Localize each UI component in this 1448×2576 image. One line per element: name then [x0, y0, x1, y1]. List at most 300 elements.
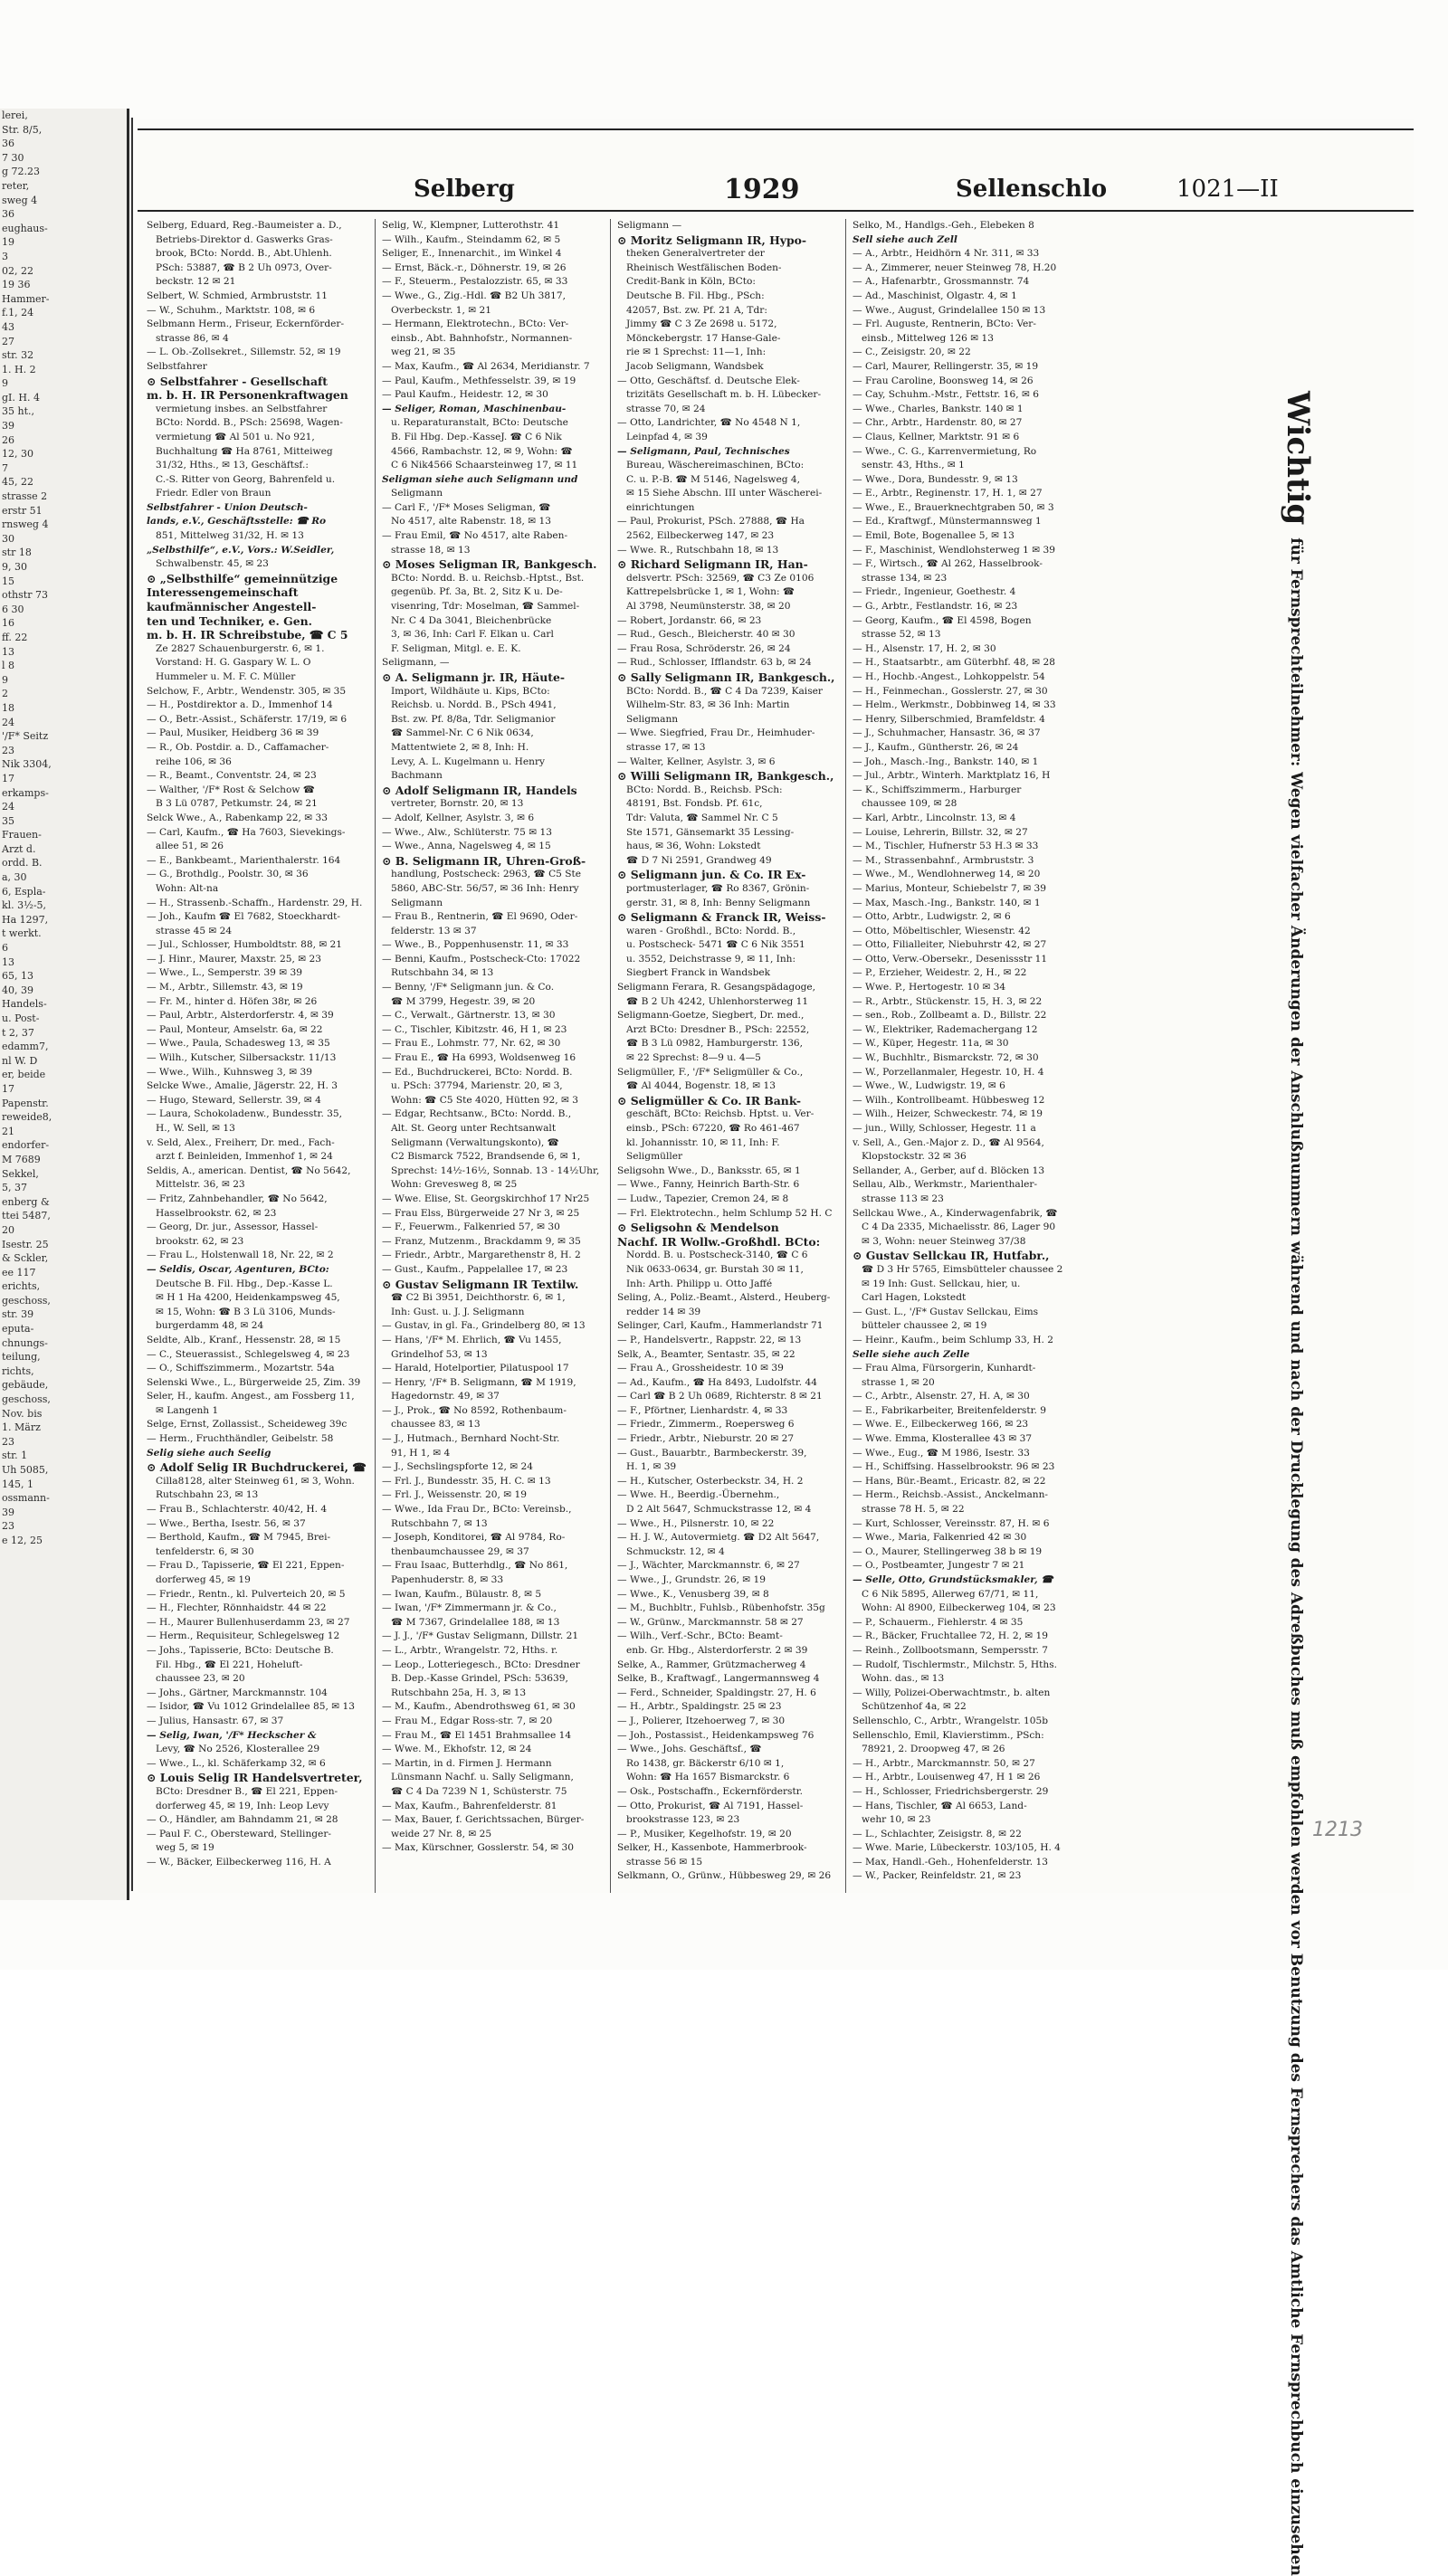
directory-entry-line: Schmuckstr. 12, ✉ 4: [626, 1545, 725, 1557]
directory-entry-line: — Frl. J., Bundesstr. 35, H. C. ✉ 13: [382, 1475, 551, 1487]
directory-entry-line: ⊙ Richard Seligmann IR, Han-: [617, 557, 808, 572]
header-year: 1929: [724, 174, 800, 205]
directory-entry-line: — Paul, Kaufm., Methfesselstr. 39, ✉ 19: [382, 375, 576, 386]
directory-entry-line: — Paul F. C., Obersteward, Stellinger-: [147, 1828, 331, 1839]
directory-entry-line: — Iwan, '/F* Zimmermann jr. & Co.,: [382, 1602, 557, 1614]
directory-entry-line: 5860, ABC-Str. 56/57, ✉ 36 Inh: Henry: [391, 882, 579, 894]
column-1: [147, 219, 371, 1893]
directory-entry-line: strasse 1, ✉ 20: [862, 1376, 935, 1388]
directory-entry-line: H., W. Sell, ✉ 13: [156, 1123, 235, 1134]
left-page-fragment: 6 30: [2, 603, 24, 615]
directory-entry-line: Rutschbahn 23, ✉ 13: [156, 1489, 259, 1501]
left-page-fragment: 43: [2, 320, 14, 333]
directory-entry-line: — Wwe. Marie, Lübeckerstr. 103/105, H. 4: [853, 1842, 1061, 1854]
notice-text: für Fernsprechteilnehmer: Wegen vielfacher Änderungen der Anschlußnummern während und nach der Drucklegung des Adreßbuches muß empfohlen werden vor Benutzung des Fernsprechers das Amtliche Fernsprechbuch einzusehen: [1287, 537, 1305, 2576]
directory-entry-line: — Otto, Verw.-Obersekr., Desenissstr 11: [853, 953, 1048, 965]
directory-entry-line: Seler, H., kaufm. Angest., am Fossberg 11,: [147, 1391, 355, 1402]
left-page-fragment: 30: [2, 532, 14, 545]
directory-entry-line: — Louise, Lehrerin, Billstr. 32, ✉ 27: [853, 826, 1028, 838]
directory-entry-line: strasse 86, ✉ 4: [156, 332, 229, 344]
directory-entry-line: einrichtungen: [626, 501, 695, 513]
left-page-fragment: str. 1: [2, 1450, 28, 1462]
directory-entry-line: Selbmann Herm., Friseur, Eckernförder-: [147, 318, 345, 330]
directory-entry-line: weide 27 Nr. 8, ✉ 25: [391, 1828, 492, 1839]
directory-entry-line: strasse 17, ✉ 13: [626, 741, 706, 753]
directory-entry-line: v. Seld, Alex., Freiherr, Dr. med., Fach-: [147, 1136, 335, 1148]
directory-entry-line: — Wwe., C. G., Karrenvermietung, Ro: [853, 445, 1037, 457]
directory-entry-line: 31/32, Hths., ✉ 13, Geschäftsf.:: [156, 460, 309, 471]
directory-entry-line: einsb., PSch: 67220, ☎ Ro 461-467: [626, 1123, 800, 1134]
left-page-fragment: 12, 30: [2, 448, 33, 461]
directory-entry-line: Seldte, Alb., Kranf., Hessenstr. 28, ✉ 15: [147, 1334, 341, 1345]
directory-entry-line: Inh: Gust. u. J. J. Seligmann: [391, 1306, 525, 1317]
directory-entry-line: rie ✉ 1 Sprechst: 11—1, Inh:: [626, 347, 767, 358]
directory-entry-line: brookstr. 62, ✉ 23: [156, 1235, 244, 1247]
directory-entry-line: ✉ Langenh 1: [156, 1404, 219, 1416]
header-page-number: 1021—II: [1176, 176, 1279, 203]
directory-entry-line: — Wwe., Ida Frau Dr., BCto: Vereinsb.,: [382, 1504, 572, 1516]
left-page-fragment: 9, 30: [2, 561, 27, 573]
directory-entry-line: — P., Handelsvertr., Rappstr. 22, ✉ 13: [617, 1334, 802, 1345]
directory-entry-line: — Otto, Filialleiter, Niebuhrstr 42, ✉ 27: [853, 939, 1047, 951]
directory-entry-line: F. Seligman, Mitgl. e. E. K.: [391, 642, 521, 654]
left-page-fragment: 20: [2, 1223, 14, 1236]
directory-entry-line: Selig siehe auch Seelig: [147, 1447, 272, 1459]
directory-entry-line: visenring, Tdr: Moselman, ☎ Sammel-: [391, 601, 580, 613]
directory-entry-line: chaussee 109, ✉ 28: [862, 798, 957, 810]
directory-entry-line: — Ad., Maschinist, Olgastr. 4, ✉ 1: [853, 290, 1017, 301]
left-page-fragment: t werkt.: [2, 927, 42, 940]
directory-page: [138, 119, 1414, 2576]
left-page-fragment: 16: [2, 617, 14, 630]
column-divider: [845, 219, 846, 1893]
directory-entry-line: Seligmann (Verwaltungskonto), ☎: [391, 1136, 559, 1148]
directory-entry-line: — Wwe., H., Pilsnerstr. 10, ✉ 22: [617, 1517, 775, 1529]
left-page-fragment: Ha 1297,: [2, 913, 49, 926]
left-page-fragment: erstr 51: [2, 504, 43, 517]
directory-entry-line: — Paul, Musiker, Heidberg 36 ✉ 39: [147, 727, 319, 739]
directory-entry-line: — Emil, Bote, Bogenallee 5, ✉ 13: [853, 530, 1015, 542]
directory-entry-line: trizitäts Gesellschaft m. b. H. Lübecker-: [626, 389, 822, 401]
directory-entry-line: — Frau Emil, ☎ No 4517, alte Raben-: [382, 530, 568, 542]
directory-entry-line: — Hermann, Elektrotechn., BCto: Ver-: [382, 318, 569, 330]
directory-entry-line: — Edgar, Rechtsanw., BCto: Nordd. B.,: [382, 1108, 572, 1120]
column-divider: [375, 219, 376, 1893]
directory-entry-line: — Adolf, Kellner, Asylstr. 3, ✉ 6: [382, 812, 535, 823]
directory-entry-line: Arzt BCto: Dresdner B., PSch: 22552,: [626, 1023, 810, 1035]
directory-entry-line: Ze 2827 Schauenburgerstr. 6, ✉ 1.: [156, 642, 325, 654]
directory-entry-line: — Carl, Maurer, Rellingerstr. 35, ✉ 19: [853, 360, 1039, 372]
directory-entry-line: wehr 10, ✉ 23: [862, 1814, 931, 1826]
directory-entry-line: Nachf. IR Wollw.-Großhdl. BCto:: [617, 1234, 821, 1249]
directory-entry-line: — Franz, Mutzenm., Brackdamm 9, ✉ 35: [382, 1235, 581, 1247]
directory-entry-line: ⊙ Selbstfahrer - Gesellschaft: [147, 374, 329, 388]
directory-entry-line: felderstr. 13 ✉ 37: [391, 925, 477, 936]
directory-entry-line: Selck Wwe., A., Rabenkamp 22, ✉ 33: [147, 812, 328, 823]
column-3: [617, 219, 842, 1893]
directory-entry-line: Reichsb. u. Nordd. B., PSch 4941,: [391, 699, 557, 711]
left-page-fragment: geschoss,: [2, 1393, 51, 1406]
left-page-fragment: 17: [2, 1082, 14, 1095]
left-page-fragment: richts,: [2, 1364, 34, 1377]
directory-entry-line: — H., Hochb.-Angest., Lohkoppelstr. 54: [853, 671, 1045, 682]
directory-entry-line: — Wwe., M., Wendlohnerweg 14, ✉ 20: [853, 869, 1041, 880]
left-page-fragment: & Sckler,: [2, 1252, 49, 1265]
directory-entry-line: — Frau L., Holstenwall 18, Nr. 22, ✉ 2: [147, 1250, 334, 1261]
directory-entry-line: ☎ B 3 Lü 0982, Hamburgerstr. 136,: [626, 1038, 804, 1050]
directory-entry-line: — Max, Masch.-Ing., Bankstr. 140, ✉ 1: [853, 897, 1041, 908]
directory-entry-line: — H., Arbtr., Marckmannstr. 50, ✉ 27: [853, 1757, 1035, 1769]
directory-entry-line: Leinpfad 4, ✉ 39: [626, 431, 708, 442]
directory-entry-line: Selge, Ernst, Zollassist., Scheideweg 39c: [147, 1419, 348, 1431]
directory-entry-line: thenbaumchaussee 29, ✉ 37: [391, 1545, 529, 1557]
directory-entry-line: — Johs., Gärtner, Marckmannstr. 104: [147, 1687, 328, 1698]
directory-entry-line: — Wwe., K., Venusberg 39, ✉ 8: [617, 1588, 769, 1600]
left-page-fragment: M 7689: [2, 1153, 41, 1165]
left-page-fragment: nl W. D: [2, 1054, 38, 1067]
directory-entry-line: — H., Arbtr., Louisenweg 47, H 1 ✉ 26: [853, 1772, 1041, 1783]
directory-entry-line: Nik 0633-0634, gr. Burstah 30 ✉ 11,: [626, 1263, 804, 1275]
directory-entry-line: Ro 1438, gr. Bäckerstr 6/10 ✉ 1,: [626, 1757, 785, 1769]
directory-entry-line: enb. Gr. Hbg., Alsterdorferstr. 2 ✉ 39: [626, 1644, 808, 1656]
directory-entry-line: — M., Strassenbahnf., Armbruststr. 3: [853, 854, 1034, 866]
left-page-fragment: Uh 5085,: [2, 1464, 49, 1476]
directory-entry-line: — Frau Alma, Fürsorgerin, Kunhardt-: [853, 1363, 1036, 1374]
directory-entry-line: Deutsche B. Fil. Hbg., PSch:: [626, 290, 765, 301]
directory-entry-line: — C., Tischler, Kibitzstr. 46, H 1, ✉ 23: [382, 1023, 567, 1035]
left-page-fragment: e 12, 25: [2, 1534, 43, 1546]
directory-entry-line: Wilhelm-Str. 83, ✉ 36 Inh: Martin: [626, 699, 790, 711]
directory-entry-line: — Walther, '/F* Rost & Selchow ☎: [147, 784, 316, 795]
directory-entry-line: — Ed., Kraftwgf., Münstermannsweg 1: [853, 516, 1042, 528]
directory-entry-line: ⊙ A. Seligmann jr. IR, Häute-: [382, 670, 566, 684]
directory-entry-line: ten und Techniker, e. Gen.: [147, 613, 312, 628]
directory-entry-line: Seligmann-Goetze, Siegbert, Dr. med.,: [617, 1010, 805, 1022]
directory-entry-line: — Wwe., Wilh., Kuhnsweg 3, ✉ 39: [147, 1066, 312, 1078]
directory-entry-line: delsvertr. PSch: 32569, ☎ C3 Ze 0106: [626, 572, 814, 584]
directory-entry-line: BCto: Nordd. B., PSch: 25698, Wagen-: [156, 417, 343, 429]
directory-entry-line: — Friedr., Arbtr., Nieburstr. 20 ✉ 27: [617, 1433, 795, 1445]
directory-entry-line: Seling, A., Poliz.-Beamt., Alsterd., Heuberg-: [617, 1292, 831, 1304]
left-page-fragment: Hammer-: [2, 292, 50, 305]
directory-entry-line: — J., Kaufm., Güntherstr. 26, ✉ 24: [853, 741, 1019, 753]
directory-entry-line: ⊙ Sally Seligmann IR, Bankgesch.,: [617, 670, 835, 684]
directory-entry-line: Kattrepelsbrücke 1, ✉ 1, Wohn: ☎: [626, 586, 795, 598]
directory-entry-line: — Frau M., ☎ El 1451 Brahmsallee 14: [382, 1729, 572, 1741]
directory-entry-line: BCto: Nordd. B., ☎ C 4 Da 7239, Kaiser: [626, 685, 823, 697]
left-page-fragment: 1. März: [2, 1421, 41, 1434]
directory-entry-line: — Ad., Kaufm., ☎ Ha 8493, Ludolfstr. 44: [617, 1376, 817, 1388]
directory-entry-line: — Wwe., Alw., Schlüterstr. 75 ✉ 13: [382, 826, 552, 838]
directory-entry-line: — J., Wächter, Marckmannstr. 6, ✉ 27: [617, 1560, 800, 1572]
directory-entry-line: Credit-Bank in Köln, BCto:: [626, 276, 756, 288]
directory-entry-line: — F., Steuerm., Pestalozzistr. 65, ✉ 33: [382, 276, 568, 288]
directory-entry-line: — Benni, Kaufm., Postscheck-Cto: 17022: [382, 953, 581, 965]
directory-entry-line: Hummeler u. M. F. C. Müller: [156, 671, 296, 682]
left-page-fragment: 23: [2, 1520, 14, 1533]
directory-entry-line: — Gust., Bauarbtr., Barmbeckerstr. 39,: [617, 1447, 807, 1459]
directory-entry-line: strasse 70, ✉ 24: [626, 403, 706, 414]
directory-entry-line: — G., Brothdlg., Poolstr. 30, ✉ 36: [147, 869, 309, 880]
directory-entry-line: — M., Tischler, Hufnerstr 53 H.3 ✉ 33: [853, 841, 1039, 852]
directory-entry-line: Tdr: Valuta, ☎ Sammel Nr. C 5: [626, 812, 778, 823]
directory-entry-line: — A., Hafenarbtr., Grossmannstr. 74: [853, 276, 1030, 288]
left-page-fragment: 9: [2, 673, 8, 686]
left-page-fragment: 35: [2, 814, 14, 827]
left-page-fragment: 15: [2, 575, 14, 587]
directory-entry-line: 2562, Eilbeckerweg 147, ✉ 23: [626, 530, 775, 542]
directory-entry-line: Bachmann: [391, 770, 443, 782]
left-page-fragment: Isestr. 25: [2, 1238, 49, 1250]
column-4: [853, 219, 1151, 1893]
directory-entry-line: — O., Schiffszimmerm., Mozartstr. 54a: [147, 1363, 335, 1374]
directory-entry-line: — Henry, '/F* B. Seligmann, ☎ M 1919,: [382, 1376, 576, 1388]
directory-entry-line: bütteler chaussee 2, ✉ 19: [862, 1320, 987, 1332]
directory-entry-line: — Cay, Schuhm.-Mstr., Fettstr. 16, ✉ 6: [853, 389, 1039, 401]
directory-entry-line: u. Postscheck- 5471 ☎ C 6 Nik 3551: [626, 939, 805, 951]
directory-entry-line: — Paul, Prokurist, PSch. 27888, ☎ Ha: [617, 516, 805, 528]
directory-entry-line: geschäft, BCto: Reichsb. Hptst. u. Ver-: [626, 1108, 814, 1120]
directory-entry-line: ✉ 3, Wohn: neuer Steinweg 37/38: [862, 1235, 1026, 1247]
directory-entry-line: Deutsche B. Fil. Hbg., Dep.-Kasse L.: [156, 1278, 333, 1289]
directory-entry-line: Cilla8128, alter Steinweg 61, ✉ 3, Wohn.: [156, 1475, 355, 1487]
directory-entry-line: — Wwe. P., Hertogestr. 10 ✉ 34: [853, 982, 1006, 993]
directory-entry-line: — O., Maurer, Stellingerweg 38 b ✉ 19: [853, 1545, 1043, 1557]
left-page-fragment: '/F* Seitz: [2, 730, 49, 743]
directory-entry-line: Wohn. das., ✉ 13: [862, 1673, 945, 1685]
directory-entry-line: — Martin, in d. Firmen J. Hermann: [382, 1757, 552, 1769]
directory-entry-line: — Otto, Möbeltischler, Wiesenstr. 42: [853, 925, 1031, 936]
directory-entry-line: — Walter, Kellner, Asylstr. 3, ✉ 6: [617, 756, 776, 767]
directory-entry-line: — Karl, Arbtr., Lincolnstr. 13, ✉ 4: [853, 812, 1016, 823]
directory-entry-line: kl. Johannisstr. 10, ✉ 11, Inh: F.: [626, 1136, 780, 1148]
left-page-fragment: l 8: [2, 660, 15, 672]
directory-entry-line: C. u. P.-B. ☎ M 5146, Nagelsweg 4,: [626, 473, 800, 485]
directory-entry-line: Rheinisch Westfälischen Boden-: [626, 261, 782, 273]
left-page-fragment: kl. 3½-5,: [2, 899, 47, 912]
directory-entry-line: vermietung insbes. an Selbstfahrer: [156, 403, 328, 414]
left-page-fragment: a, 30: [2, 871, 27, 884]
directory-entry-line: — P., Schauerm., Fiehlerstr. 4 ✉ 35: [853, 1616, 1024, 1628]
left-page-fragment: 21: [2, 1125, 14, 1137]
directory-entry-line: strasse 45 ✉ 24: [156, 925, 233, 936]
directory-entry-line: — Hans, Bür.-Beamt., Ericastr. 82, ✉ 22: [853, 1475, 1046, 1487]
directory-entry-line: — Friedr., Zimmerm., Roepersweg 6: [617, 1419, 795, 1431]
directory-entry-line: — Henry, Silberschmied, Bramfeldstr. 4: [853, 713, 1045, 725]
column-2: [382, 219, 606, 1893]
directory-entry-line: ☎ Sammel-Nr. C 6 Nik 0634,: [391, 727, 534, 739]
directory-entry-line: — J., Schuhmacher, Hansastr. 36, ✉ 37: [853, 727, 1041, 739]
directory-entry-line: ⊙ Adolf Selig IR Buchdruckerei, ☎: [147, 1460, 367, 1475]
left-page-fragment: 39: [2, 420, 14, 433]
directory-entry-line: — Jul., Schlosser, Humboldtstr. 88, ✉ 21: [147, 939, 343, 951]
directory-entry-line: Sellenschlo, Emil, Klavierstimm., PSch:: [853, 1729, 1044, 1741]
directory-entry-line: Grindelhof 53, ✉ 13: [391, 1348, 488, 1360]
directory-entry-line: — Wwe., B., Poppenhusenstr. 11, ✉ 33: [382, 939, 569, 951]
left-page-fragment: 3: [2, 250, 8, 262]
directory-entry-line: — Max, Kaufm., ☎ Al 2634, Meridianstr. 7: [382, 360, 590, 372]
directory-entry-line: Levy, A. L. Kugelmann u. Henry: [391, 756, 546, 767]
directory-entry-line: — Wwe. Siegfried, Frau Dr., Heimhuder-: [617, 727, 815, 739]
directory-entry-line: — Wilh., Heizer, Schweckestr. 74, ✉ 19: [853, 1108, 1043, 1120]
left-page-fragment: 24: [2, 801, 14, 813]
directory-entry-line: — M., Arbtr., Sillemstr. 43, ✉ 19: [147, 982, 303, 993]
directory-entry-line: D 2 Alt 5647, Schmuckstrasse 12, ✉ 4: [626, 1504, 812, 1516]
left-page-fragment: 24: [2, 716, 14, 728]
directory-entry-line: — J., Prok., ☎ No 8592, Rothenbaum-: [382, 1404, 567, 1416]
directory-entry-line: portmusterlager, ☎ Ro 8367, Grönin-: [626, 882, 810, 894]
left-page-fragment: Str. 8/5,: [2, 123, 43, 136]
directory-entry-line: Selig, W., Klempner, Lutterothstr. 41: [382, 220, 560, 231]
directory-entry-line: brook, BCto: Nordd. B., Abt.Uhlenh.: [156, 248, 332, 260]
directory-entry-line: Selbstfahrer - Union Deutsch-: [147, 501, 308, 513]
left-page-fragment: 23: [2, 744, 14, 756]
left-page-fragment: eughaus-: [2, 222, 48, 234]
directory-entry-line: — P., Musiker, Kegelhofstr. 19, ✉ 20: [617, 1828, 792, 1839]
directory-entry-line: — Wwe., Paula, Schadesweg 13, ✉ 35: [147, 1038, 330, 1050]
directory-entry-line: — W., Buchhltr., Bismarckstr. 72, ✉ 30: [853, 1052, 1039, 1064]
directory-entry-line: „Selbsthilfe“, e.V., Vors.: W.Seidler,: [147, 544, 335, 556]
directory-entry-line: — Gustav, in gl. Fa., Grindelberg 80, ✉ 13: [382, 1320, 586, 1332]
directory-entry-line: — Osk., Postschaffn., Eckernförderstr.: [617, 1785, 804, 1797]
left-page-fragment: 36: [2, 138, 14, 150]
left-page-fragment: reter,: [2, 179, 30, 192]
directory-entry-line: gerstr. 31, ✉ 8, Inh: Benny Seligmann: [626, 897, 811, 908]
directory-entry-line: — W., Bäcker, Eilbeckerweg 116, H. A: [147, 1856, 331, 1868]
directory-entry-line: brookstrasse 123, ✉ 23: [626, 1814, 740, 1826]
directory-entry-line: Wohn: Grevesweg 8, ✉ 25: [391, 1179, 518, 1191]
directory-entry-line: tenfelderstr. 6, ✉ 30: [156, 1545, 254, 1557]
directory-entry-line: Selchow, F., Arbtr., Wendenstr. 305, ✉ 35: [147, 685, 347, 697]
directory-entry-line: — Harald, Hotelportier, Pilatuspool 17: [382, 1363, 569, 1374]
directory-entry-line: — Herm., Fruchthändler, Geibelstr. 58: [147, 1433, 334, 1445]
directory-entry-line: strasse 56 ✉ 15: [626, 1856, 703, 1868]
left-page-fragment: Nik 3304,: [2, 758, 52, 771]
left-page-fragment: 1. H. 2: [2, 363, 36, 375]
directory-entry-line: — W., Grünw., Marckmannstr. 58 ✉ 27: [617, 1616, 804, 1628]
left-page-fragment: geschoss,: [2, 1294, 51, 1307]
directory-entry-line: Selcke Wwe., Amalie, Jägerstr. 22, H. 3: [147, 1080, 338, 1092]
directory-entry-line: Selinger, Carl, Kaufm., Hammerlandstr 71: [617, 1320, 824, 1332]
directory-entry-line: ✉ 22 Sprechst: 8—9 u. 4—5: [626, 1052, 761, 1064]
directory-entry-line: — Berthold, Kaufm., ☎ M 7945, Brei-: [147, 1532, 331, 1544]
directory-entry-line: — F., Feuerwm., Falkenried 57, ✉ 30: [382, 1221, 560, 1233]
directory-entry-line: strasse 113 ✉ 23: [862, 1193, 944, 1204]
directory-entry-line: Hasselbrookstr. 62, ✉ 23: [156, 1207, 277, 1219]
directory-entry-line: — H. J. W., Autovermietg. ☎ D2 Alt 5647,: [617, 1532, 820, 1544]
directory-entry-line: 4566, Rambachstr. 12, ✉ 9, Wohn: ☎: [391, 445, 573, 457]
directory-entry-line: — Herm., Requisiteur, Schlegelsweg 12: [147, 1630, 340, 1642]
directory-entry-line: — Isidor, ☎ Vu 1012 Grindelallee 85, ✉ 13: [147, 1701, 355, 1713]
directory-entry-line: — Paul, Arbtr., Alsterdorferstr. 4, ✉ 39: [147, 1010, 334, 1022]
left-page-fragment: g 72.23: [2, 166, 41, 178]
directory-entry-line: 91, H 1, ✉ 4: [391, 1447, 451, 1459]
directory-entry-line: — Joh., Postassist., Heidenkampsweg 76: [617, 1729, 814, 1741]
header-last-name: Sellenschlo: [956, 176, 1108, 203]
directory-entry-line: — Max, Kaufm., Bahrenfelderstr. 81: [382, 1800, 557, 1811]
left-page-fragment: erkamps-: [2, 786, 49, 799]
directory-entry-line: ⊙ Adolf Seligmann IR, Handels: [382, 783, 577, 797]
directory-entry-line: Seligmüller, F., '/F* Seligmüller & Co.,: [617, 1066, 804, 1078]
directory-entry-line: C 4 Da 2335, Michaelisstr. 86, Lager 90: [862, 1221, 1056, 1233]
directory-entry-line: Klopstockstr. 32 ✉ 36: [862, 1151, 967, 1163]
directory-entry-line: waren - Großhdl., BCto: Nordd. B.,: [626, 925, 796, 936]
directory-entry-line: — Wwe., G., Zig.-Hdl. ☎ B2 Uh 3817,: [382, 290, 566, 301]
left-page-fragment: gI. H. 4: [2, 391, 40, 404]
directory-entry-line: — Frau A., Grossheidestr. 10 ✉ 39: [617, 1363, 784, 1374]
directory-entry-line: — Max, Handl.-Geh., Hohenfelderstr. 13: [853, 1856, 1049, 1868]
directory-entry-line: Wohn: Al 8900, Eilbeckerweg 104, ✉ 23: [862, 1602, 1056, 1614]
directory-entry-line: — Wwe. E., Eilbeckerweg 166, ✉ 23: [853, 1419, 1029, 1431]
left-page-fragment: 27: [2, 335, 14, 347]
directory-entry-line: Alt. St. Georg unter Rechtsanwalt: [391, 1123, 557, 1134]
directory-entry-line: Papenhuderstr. 8, ✉ 33: [391, 1574, 504, 1585]
left-page-fragment: 7 30: [2, 151, 24, 164]
directory-entry-line: Selke, A., Rammer, Grützmacherweg 4: [617, 1659, 806, 1670]
directory-entry-line: — M., Buchbltr., Fuhlsb., Rübenhofstr. 35g: [617, 1602, 825, 1614]
directory-entry-line: — Robert, Jordanstr. 66, ✉ 23: [617, 614, 762, 626]
directory-entry-line: — Otto, Landrichter, ☎ No 4548 N 1,: [617, 417, 801, 429]
directory-entry-line: u. Reparaturanstalt, BCto: Deutsche: [391, 417, 568, 429]
directory-entry-line: — P., Erzieher, Weidestr. 2, H., ✉ 22: [853, 967, 1027, 979]
directory-entry-line: — Frl. Auguste, Rentnerin, BCto: Ver-: [853, 318, 1036, 330]
directory-entry-line: Mittelstr. 36, ✉ 23: [156, 1179, 245, 1191]
directory-entry-line: ☎ M 3799, Hegestr. 39, ✉ 20: [391, 995, 536, 1007]
directory-entry-line: Overbeckstr. 1, ✉ 21: [391, 304, 491, 316]
directory-entry-line: Wohn: ☎ Ha 1657 Bismarckstr. 6: [626, 1772, 790, 1783]
directory-entry-line: — H., Postdirektor a. D., Immenhof 14: [147, 699, 333, 711]
directory-entry-line: ☎ C 4 Da 7239 N 1, Schüsterstr. 75: [391, 1785, 567, 1797]
directory-entry-line: Wohn: ☎ C5 Ste 4020, Hütten 92, ✉ 3: [391, 1094, 578, 1106]
directory-entry-line: — C., Steuerassist., Schlegelsweg 4, ✉ 23: [147, 1348, 350, 1360]
directory-entry-line: — Georg, Kaufm., ☎ El 4598, Bogen: [853, 614, 1032, 626]
left-page-fragment: othstr 73: [2, 589, 48, 602]
directory-entry-line: — Ludw., Tapezier, Cremon 24, ✉ 8: [617, 1193, 789, 1204]
directory-entry-line: Nr. C 4 Da 3041, Bleichenbrücke: [391, 614, 552, 626]
directory-entry-line: burgerdamm 48, ✉ 24: [156, 1320, 264, 1332]
directory-entry-line: ☎ Al 4044, Bogenstr. 18, ✉ 13: [626, 1080, 776, 1092]
gutter-line: [131, 118, 133, 1891]
directory-entry-line: — C., Verwalt., Gärtnerstr. 13, ✉ 30: [382, 1010, 556, 1022]
directory-entry-line: — F., Pförtner, Lienhardstr. 4, ✉ 33: [617, 1404, 788, 1416]
directory-entry-line: — W., Packer, Reinfeldstr. 21, ✉ 23: [853, 1870, 1022, 1882]
directory-entry-line: 42057, Bst. zw. Pf. 21 A, Tdr:: [626, 304, 767, 316]
directory-entry-line: C2 Bismarck 7522, Brandsende 6, ✉ 1,: [391, 1151, 581, 1163]
directory-entry-line: m. b. H. IR Personenkraftwagen: [147, 388, 348, 403]
header-first-name: Selberg: [414, 176, 515, 203]
directory-entry-line: strasse 78 H. 5, ✉ 22: [862, 1504, 965, 1516]
directory-entry-line: Bst. zw. Pf. 8/8a, Tdr. Seligmanior: [391, 713, 556, 725]
directory-entry-line: Rutschbahn 7, ✉ 13: [391, 1517, 488, 1529]
left-page-fragment: 02, 22: [2, 264, 33, 277]
left-page-fragment: Nov. bis: [2, 1407, 43, 1420]
directory-entry-line: — Joseph, Konditorei, ☎ Al 9784, Ro-: [382, 1532, 566, 1544]
directory-entry-line: — Wwe., August, Grindelallee 150 ✉ 13: [853, 304, 1046, 316]
directory-entry-line: Al 3798, Neumünsterstr. 38, ✉ 20: [626, 601, 791, 613]
left-page-fragment: Frauen-: [2, 829, 42, 841]
left-page-fragment: erichts,: [2, 1280, 41, 1293]
directory-entry-line: — Wwe., J., Grundstr. 26, ✉ 19: [617, 1574, 767, 1585]
directory-entry-line: — Friedr., Rentn., kl. Pulverteich 20, ✉ 5: [147, 1588, 346, 1600]
directory-entry-line: Selker, H., Kassenbote, Hammerbrook-: [617, 1842, 807, 1854]
left-page-fragment: chnungs-: [2, 1336, 48, 1349]
directory-entry-line: ⊙ „Selbsthilfe“ gemeinnützige: [147, 571, 338, 585]
directory-entry-line: Seligmann, —: [382, 657, 450, 669]
directory-entry-line: Selk, A., Beamter, Sentastr. 35, ✉ 22: [617, 1348, 795, 1360]
directory-entry-line: B. Fil Hbg. Dep.-KasseJ. ☎ C 6 Nik: [391, 431, 562, 442]
directory-entry-line: Seligmann: [626, 713, 679, 725]
directory-entry-line: — H., Staatsarbtr., am Güterbhf. 48, ✉ 28: [853, 657, 1055, 669]
